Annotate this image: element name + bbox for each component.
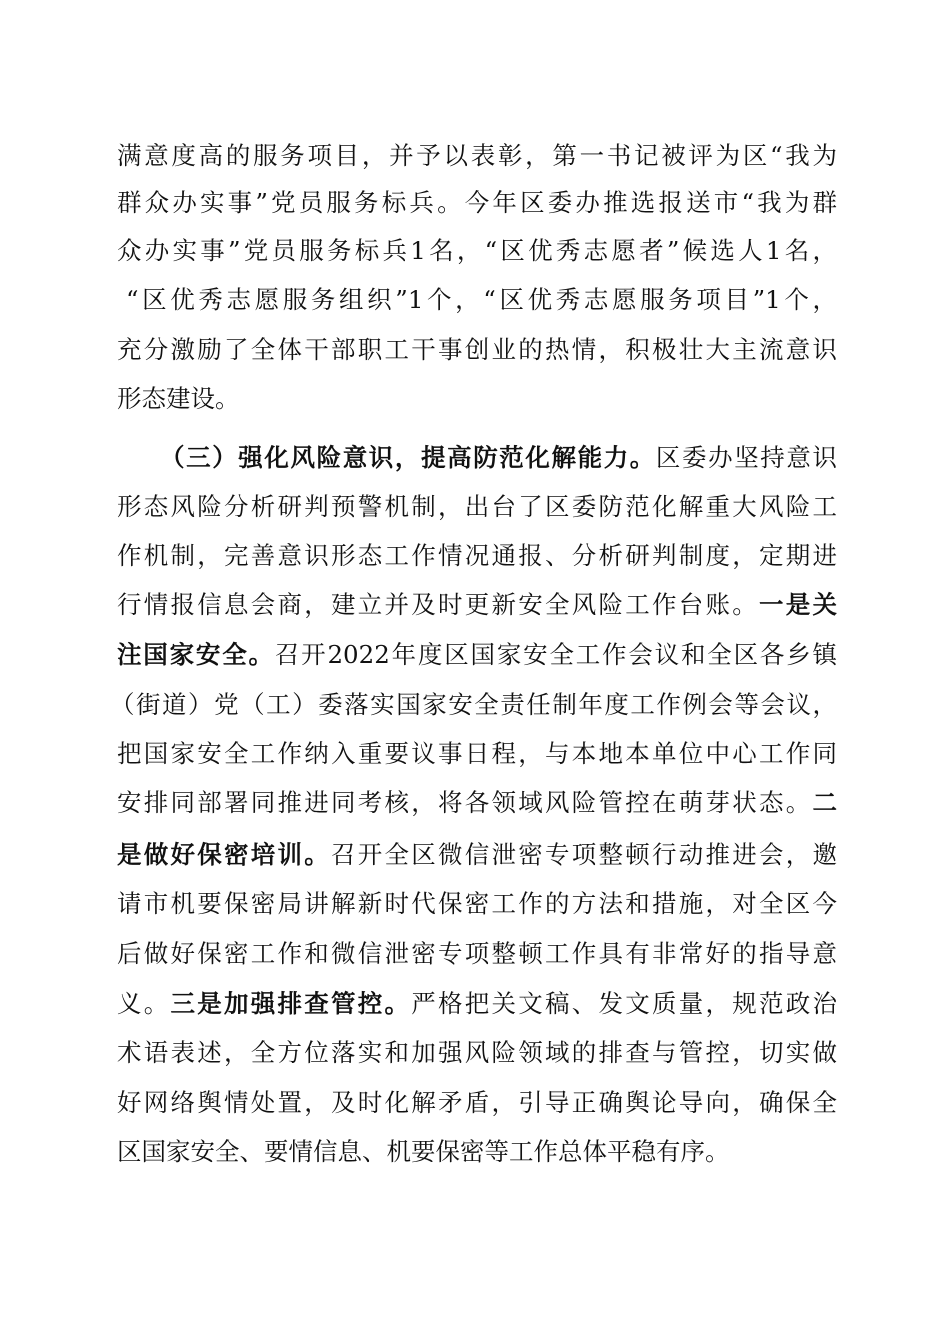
bold-lead-in: 是做好保密培训。: [117, 840, 331, 869]
text-line: [117, 934, 837, 974]
bold-lead-in: 一是关: [759, 590, 837, 619]
text-segment: （街道）党（工）委落实国家安全责任制年度工作例会等会议，: [110, 690, 837, 719]
text-segment: 术语表述，全方位落实和加强风险领域的排查与管控，切实做: [117, 1038, 837, 1067]
text-line: [117, 984, 837, 1024]
text-segment: 请市机要保密局讲解新时代保密工作的方法和措施，对全区今: [117, 889, 837, 918]
bold-lead-in: 注国家安全。: [117, 640, 275, 669]
text-line: [117, 835, 837, 875]
text-segment: 充分激励了全体干部职工干事创业的热情，积极壮大主流意识: [117, 335, 837, 364]
text-segment: 召开全区微信泄密专项整顿行动推进会，邀: [331, 840, 837, 869]
text-segment: 作机制，完善意识形态工作情况通报、分析研判制度，定期进: [117, 541, 837, 570]
text-line: [117, 783, 837, 823]
text-segment: 后做好保密工作和微信泄密专项整顿工作具有非常好的指导意: [117, 939, 837, 968]
text-segment: 义。: [117, 989, 171, 1018]
text-line: [117, 585, 837, 625]
text-segment: 形态风险分析研判预警机制，出台了区委防范化解重大风险工: [117, 492, 837, 521]
text-segment: 形态建设。: [117, 384, 240, 413]
text-segment: 群众办实事”党员服务标兵。今年区委办推选报送市“我为群: [117, 188, 837, 217]
text-line: [126, 280, 837, 320]
text-segment: 好网络舆情处置，及时化解矛盾，引导正确舆论导向，确保全: [117, 1088, 837, 1117]
text-line: [117, 1132, 837, 1172]
text-line: [117, 487, 837, 527]
text-line: [110, 685, 837, 725]
text-segment: 满意度高的服务项目，并予以表彰，第一书记被评为区“我为: [117, 141, 837, 170]
text-line: [117, 536, 837, 576]
text-line: [117, 183, 837, 223]
bold-lead-in: 三是加强排查管控。: [170, 989, 412, 1018]
text-segment: 区委办坚持意识: [655, 443, 838, 472]
text-segment: 严格把关文稿、发文质量，规范政治: [411, 989, 837, 1018]
text-segment: 安排同部署同推进同考核，将各领域风险管控在萌芽状态。: [117, 788, 813, 817]
text-line: [117, 1083, 837, 1123]
text-segment: 把国家安全工作纳入重要议事日程，与本地本单位中心工作同: [117, 739, 837, 768]
text-line: [117, 1033, 837, 1073]
section-heading: （三）强化风险意识，提高防范化解能力。: [160, 443, 656, 472]
text-segment: 行情报信息会商，建立并及时更新安全风险工作台账。: [117, 590, 759, 619]
text-segment: 召开2022年度区国家安全工作会议和全区各乡镇: [274, 640, 837, 669]
text-line: [117, 330, 837, 370]
text-line: [117, 136, 837, 176]
bold-lead-in: 二: [812, 788, 837, 817]
text-line: [117, 635, 837, 675]
text-line: [117, 231, 837, 271]
text-line: [117, 379, 837, 419]
text-segment: “区优秀志愿服务组织”1个，“区优秀志愿服务项目”1个，: [126, 285, 837, 314]
text-segment: 众办实事”党员服务标兵1名，“区优秀志愿者”候选人1名，: [117, 236, 837, 265]
text-line: [117, 734, 837, 774]
text-line: [117, 884, 837, 924]
paragraph-heading-line: [160, 438, 837, 478]
text-segment: 区国家安全、要情信息、机要保密等工作总体平稳有序。: [117, 1137, 730, 1166]
